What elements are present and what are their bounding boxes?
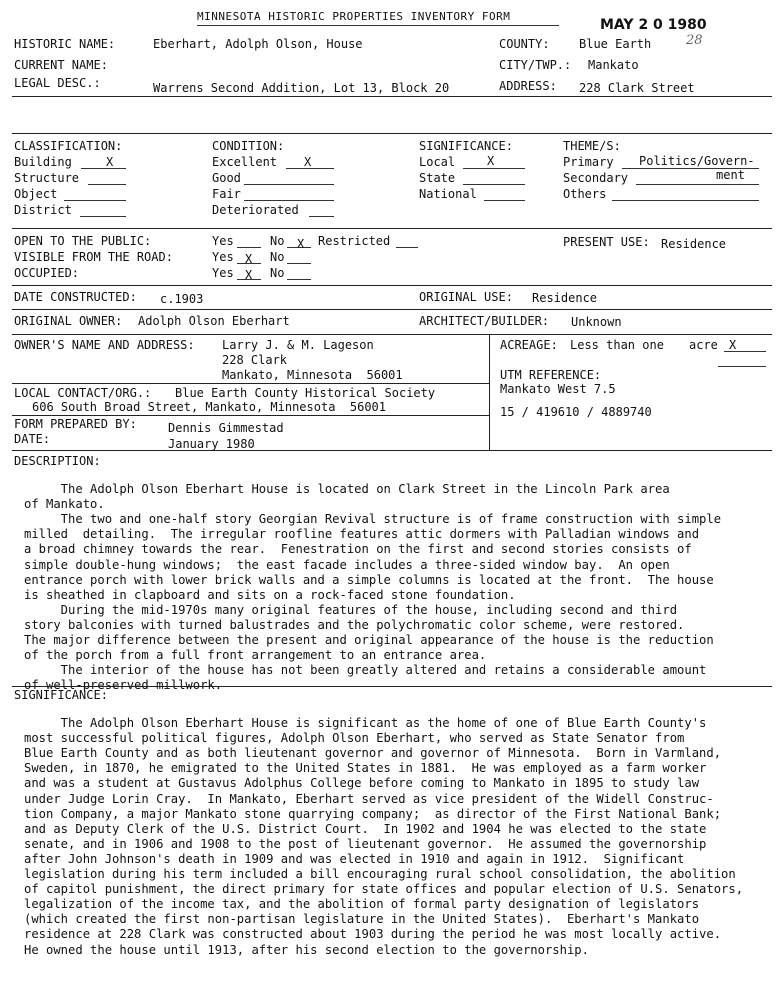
open-no: No — [270, 234, 285, 248]
description-line: During the mid-1970s many original features of the house, including second and third — [24, 602, 678, 617]
significance-line: legalization of the income tax, and the abolition of formal party designation of legislators — [24, 897, 700, 912]
local-contact-label: LOCAL CONTACT/ORG.: — [14, 386, 152, 400]
open-mark: X — [297, 237, 305, 251]
restricted-blank — [396, 247, 418, 248]
section-divider — [12, 285, 772, 286]
visible-road-label: VISIBLE FROM THE ROAD: — [14, 250, 173, 264]
handwritten-note: 28 — [686, 33, 703, 48]
structure-blank — [88, 184, 126, 185]
building-mark: X — [106, 155, 114, 169]
header-divider — [12, 96, 772, 97]
section-divider — [12, 686, 772, 687]
significance-line: and was a student at Gustavus Adolphus College before coming to Mankato in 1895 to study law — [24, 776, 700, 791]
description-line: The Adolph Olson Eberhart House is located on Clark Street in the Lincoln Park area — [24, 482, 670, 497]
condition-deteriorated: Deteriorated — [212, 203, 299, 217]
section-divider — [12, 309, 772, 310]
historic-name-label: HISTORIC NAME: — [14, 37, 116, 51]
present-use-label: PRESENT USE: — [563, 235, 650, 249]
significance-line: under Judge Lorin Cray. In Mankato, Eberhart served as vice president of the Widell Construc- — [24, 791, 714, 806]
section-divider — [12, 334, 772, 335]
description-line: of the porch from a full front arrangement to an entrance area. — [24, 648, 487, 663]
description-label: DESCRIPTION: — [14, 454, 101, 468]
description-line: The major difference between the present and original appearance of the house is the reduction — [24, 633, 714, 648]
address-label: ADDRESS: — [499, 79, 557, 93]
excellent-mark: X — [304, 155, 312, 169]
condition-label: CONDITION: — [212, 139, 285, 153]
significance-line: legislation during his term included a bill encouraging rural school consolidation, the abolition — [24, 867, 736, 882]
good-blank — [244, 184, 334, 185]
description-line: entrance porch with lower brick walls and a simple columns is located at the front. The house — [24, 572, 714, 587]
themes-label: THEME/S: — [563, 139, 621, 153]
original-use-label: ORIGINAL USE: — [419, 290, 513, 304]
historic-name-value: Eberhart, Adolph Olson, House — [153, 37, 363, 51]
significance-line: senate, and in 1906 and 1908 to the post of lieutenant governor. He assumed the governorship — [24, 836, 707, 851]
date-constructed-label: DATE CONSTRUCTED: — [14, 290, 137, 304]
description-line: milled detailing. The irregular roofline features attic dormers with Palladian windows and — [24, 527, 700, 542]
state-blank — [463, 184, 525, 185]
acreage-value: Less than one — [570, 338, 664, 352]
legal-desc-value: Warrens Second Addition, Lot 13, Block 20 — [153, 81, 450, 95]
local-contact-address: 606 South Broad Street, Mankato, Minnesota 56001 — [32, 400, 387, 414]
received-stamp: MAY 2 0 1980 — [600, 17, 707, 33]
classification-district: District — [14, 203, 72, 217]
current-name-label: CURRENT NAME: — [14, 58, 108, 72]
acreage-blank-2 — [718, 366, 766, 367]
classification-object: Object — [14, 187, 58, 201]
section-divider — [12, 450, 772, 451]
local-contact-org: Blue Earth County Historical Society — [175, 386, 436, 400]
description-line: The two and one-half story Georgian Revival structure is of frame construction with simple — [24, 512, 722, 527]
classification-building: Building — [14, 155, 72, 169]
architect-label: ARCHITECT/BUILDER: — [419, 314, 550, 328]
description-line: a broad chimney towards the rear. Fenestration on the first and second stories consists of — [24, 542, 692, 557]
open-restricted: Restricted — [318, 234, 391, 248]
description-line: story balconies with turned balustrades and the polychromatic color scheme, were restored. — [24, 617, 685, 632]
condition-good: Good — [212, 171, 241, 185]
description-line: of well-preserved millwork. — [24, 678, 223, 693]
section-divider — [12, 133, 772, 134]
theme-secondary: Secondary — [563, 171, 629, 185]
local-blank — [463, 168, 525, 169]
original-use-value: Residence — [532, 291, 598, 305]
significance-line: tion Company, a major Mankato stone quarrying company; as director of the First National Bank; — [24, 806, 722, 821]
occupied-label: OCCUPIED: — [14, 266, 80, 280]
acreage-mark: X — [729, 338, 737, 352]
architect-value: Unknown — [571, 315, 622, 329]
significance-label: SIGNIFICANCE: — [14, 688, 108, 702]
section-divider — [12, 228, 772, 229]
description-line: The interior of the house has not been greatly altered and retains a considerable amount — [24, 663, 707, 678]
occupied-no-blank — [287, 279, 311, 280]
utm-label: UTM REFERENCE: — [500, 368, 602, 382]
significance-local: Local — [419, 155, 456, 169]
significance-national: National — [419, 187, 477, 201]
classification-structure: Structure — [14, 171, 80, 185]
occupied-yes: Yes — [212, 266, 234, 280]
occupied-mark: X — [245, 268, 253, 282]
significance-line: Sweden, in 1870, he emigrated to the United States in 1881. He was employed as a farm worker — [24, 761, 707, 776]
form-title: MINNESOTA HISTORIC PROPERTIES INVENTORY FORM — [197, 10, 511, 23]
description-line: of Mankato. — [24, 497, 105, 512]
original-owner-value: Adolph Olson Eberhart — [138, 314, 290, 328]
significance-line: The Adolph Olson Eberhart House is significant as the home of one of Blue Earth County's — [24, 716, 707, 731]
fair-blank — [244, 200, 334, 201]
owner-line-1: Larry J. & M. Lageson — [222, 338, 374, 352]
significance-state: State — [419, 171, 456, 185]
theme-others: Others — [563, 187, 607, 201]
acreage-label: ACREAGE: — [500, 338, 558, 352]
prepared-date-value: January 1980 — [168, 437, 255, 451]
significance-line: and as Deputy Clerk of the U.S. District Court. In 1902 and 1904 he was elected to the state — [24, 821, 707, 836]
present-use-value: Residence — [661, 237, 727, 251]
occupied-no: No — [270, 266, 285, 280]
utm-coords: 15 / 419610 / 4889740 — [500, 405, 652, 419]
theme-primary-value: Politics/Govern- — [639, 154, 755, 168]
prepared-date-label: DATE: — [14, 432, 51, 446]
condition-fair: Fair — [212, 187, 241, 201]
condition-excellent: Excellent — [212, 155, 278, 169]
prepared-by-label: FORM PREPARED BY: — [14, 417, 137, 431]
significance-line: residence at 228 Clark was constructed about 1903 during the period he was most locally active. — [24, 927, 722, 942]
others-blank — [612, 200, 759, 201]
address-value: 228 Clark Street — [579, 81, 695, 95]
section-divider — [12, 383, 489, 384]
open-yes: Yes — [212, 234, 234, 248]
theme-primary: Primary — [563, 155, 614, 169]
description-body — [24, 467, 754, 709]
column-divider — [489, 334, 490, 450]
significance-line: He owned the house until 1913, after his second election to the governorship. — [24, 942, 589, 957]
original-owner-label: ORIGINAL OWNER: — [14, 314, 123, 328]
date-constructed-value: c.1903 — [160, 292, 204, 306]
visible-yes: Yes — [212, 250, 234, 264]
secondary-blank — [636, 184, 759, 185]
city-label: CITY/TWP.: — [499, 58, 572, 72]
open-public-label: OPEN TO THE PUBLIC: — [14, 234, 152, 248]
significance-line: most successful political figures, Adolph Olson Eberhart, who served as State Senator from — [24, 731, 685, 746]
building-blank — [81, 168, 126, 169]
significance-body — [24, 701, 754, 973]
object-blank — [64, 200, 126, 201]
district-blank — [80, 216, 126, 217]
significance-line: of capitol punishment, the direct primary for state offices and popular election of U.S. Senators, — [24, 882, 744, 897]
county-label: COUNTY: — [499, 37, 550, 51]
significance-line: Blue Earth County and as both lieutenant governor and governor of Minnesota. Born in Varmland, — [24, 746, 722, 761]
owner-line-2: 228 Clark — [222, 353, 288, 367]
open-yes-blank — [237, 247, 261, 248]
prepared-by-name: Dennis Gimmestad — [168, 421, 284, 435]
owner-line-3: Mankato, Minnesota 56001 — [222, 368, 403, 382]
national-blank — [484, 200, 525, 201]
title-underline — [197, 25, 559, 26]
legal-desc-label: LEGAL DESC.: — [14, 76, 101, 90]
significance-line: after John Johnson's death in 1909 and was elected in 1910 and again in 1912. Significant — [24, 851, 685, 866]
local-mark: X — [487, 154, 495, 168]
theme-primary-value-cont: ment — [716, 168, 745, 182]
section-divider — [12, 415, 489, 416]
significance-box-label: SIGNIFICANCE: — [419, 139, 513, 153]
city-value: Mankato — [588, 58, 639, 72]
description-line: simple double-hung windows; the east facade includes a three-sided window bay. An open — [24, 557, 670, 572]
owner-label: OWNER'S NAME AND ADDRESS: — [14, 338, 195, 352]
description-line: is sheathed in clapboard and sits on a rock-faced stone foundation. — [24, 587, 516, 602]
county-value: Blue Earth — [579, 37, 652, 51]
visible-no-blank — [287, 263, 311, 264]
utm-quad: Mankato West 7.5 — [500, 382, 616, 396]
classification-label: CLASSIFICATION: — [14, 139, 123, 153]
visible-mark: X — [245, 252, 253, 266]
significance-line: (which created the first non-partisan legislature in the United States). Eberhart's Mankato — [24, 912, 700, 927]
deteriorated-blank — [309, 216, 334, 217]
date-underline — [140, 450, 250, 451]
visible-no: No — [270, 250, 285, 264]
acreage-unit: acre — [689, 338, 718, 352]
